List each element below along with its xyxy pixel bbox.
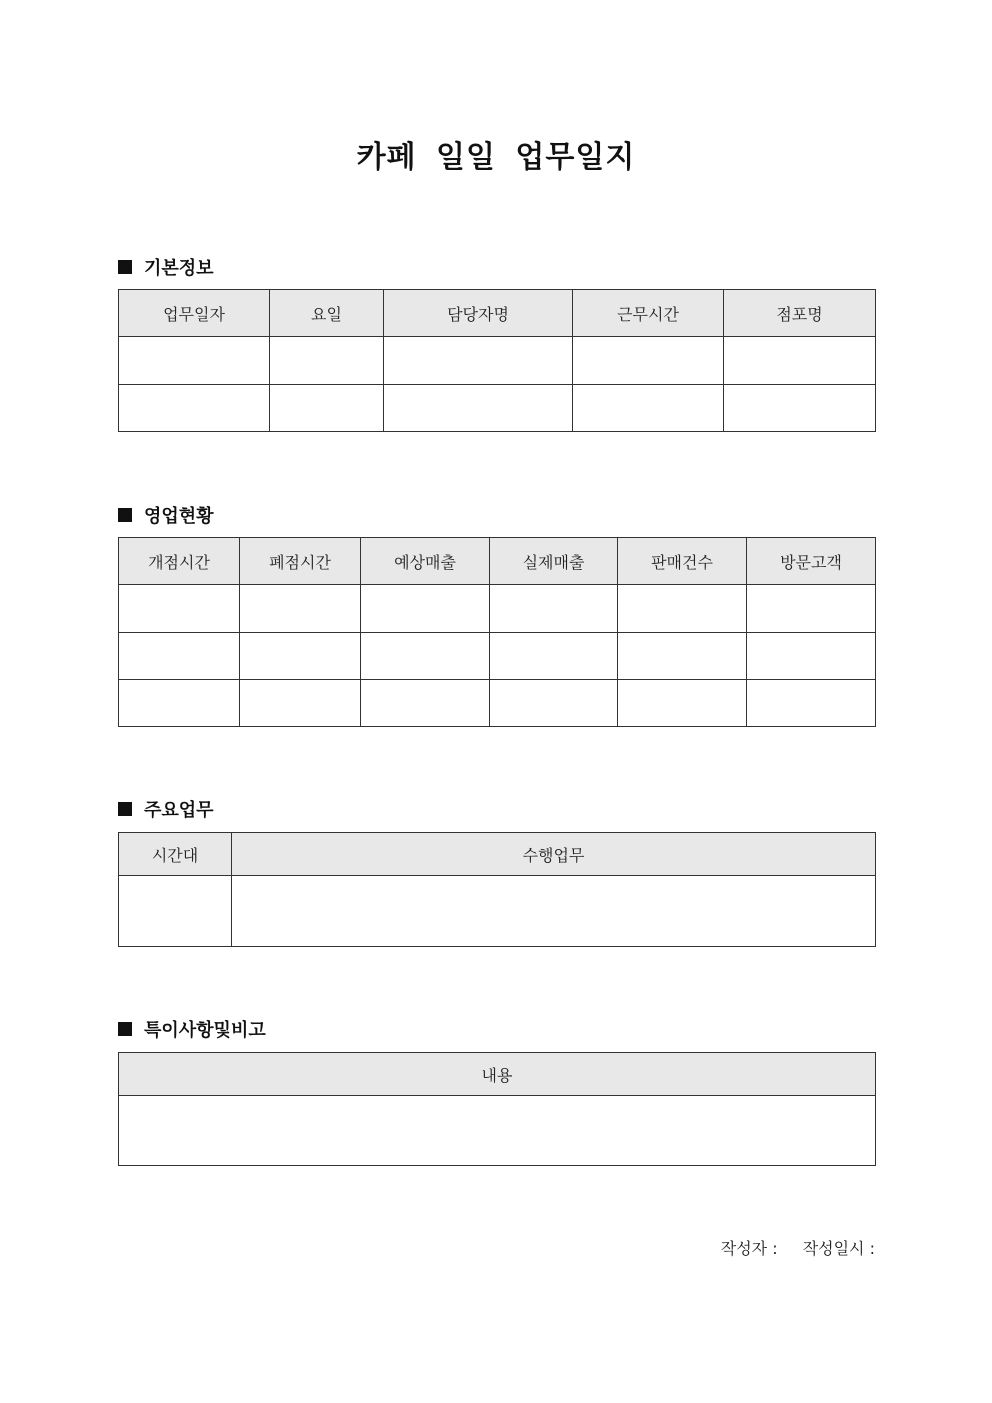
header-open-time: 개점시간 bbox=[119, 538, 240, 585]
table-row bbox=[119, 585, 876, 633]
table-cell[interactable] bbox=[119, 585, 240, 633]
table-cell[interactable] bbox=[119, 680, 240, 727]
section-heading-notes bbox=[118, 1016, 266, 1042]
page-title: 카페 일일 업무일지 bbox=[356, 140, 636, 175]
section-heading-basic-info bbox=[118, 254, 214, 280]
table-cell[interactable] bbox=[361, 585, 490, 633]
header-time-slot: 시간대 bbox=[119, 833, 232, 876]
table-cell[interactable] bbox=[618, 633, 747, 680]
table-cell[interactable] bbox=[724, 385, 876, 432]
sales-table bbox=[118, 537, 876, 727]
table-row bbox=[119, 337, 876, 385]
header-work-hours: 근무시간 bbox=[573, 290, 724, 337]
table-header-row bbox=[119, 1053, 876, 1096]
table-row bbox=[119, 876, 876, 947]
table-cell[interactable] bbox=[119, 337, 270, 385]
section-title: 영업현황 bbox=[144, 506, 214, 527]
header-expected-sales: 예상매출 bbox=[361, 538, 490, 585]
table-cell[interactable] bbox=[270, 337, 384, 385]
main-tasks-table bbox=[118, 832, 876, 947]
table-cell[interactable] bbox=[240, 633, 361, 680]
square-bullet-icon bbox=[118, 508, 132, 522]
table-cell[interactable] bbox=[490, 633, 618, 680]
table-cell[interactable] bbox=[119, 385, 270, 432]
table-cell[interactable] bbox=[119, 876, 232, 947]
table-cell[interactable] bbox=[119, 633, 240, 680]
square-bullet-icon bbox=[118, 260, 132, 274]
header-sales-count: 판매건수 bbox=[618, 538, 747, 585]
header-staff-name: 담당자명 bbox=[384, 290, 573, 337]
header-actual-sales: 실제매출 bbox=[490, 538, 618, 585]
table-cell[interactable] bbox=[240, 585, 361, 633]
table-cell[interactable] bbox=[618, 680, 747, 727]
table-header-row bbox=[119, 538, 876, 585]
table-row bbox=[119, 385, 876, 432]
table-cell[interactable] bbox=[361, 633, 490, 680]
square-bullet-icon bbox=[118, 1022, 132, 1036]
header-store-name: 점포명 bbox=[724, 290, 876, 337]
table-row bbox=[119, 633, 876, 680]
table-cell[interactable] bbox=[490, 585, 618, 633]
table-cell[interactable] bbox=[232, 876, 876, 947]
table-cell[interactable] bbox=[747, 585, 876, 633]
section-title: 기본정보 bbox=[144, 258, 214, 279]
table-cell[interactable] bbox=[240, 680, 361, 727]
notes-table bbox=[118, 1052, 876, 1166]
signature-line bbox=[721, 1236, 875, 1259]
square-bullet-icon bbox=[118, 802, 132, 816]
table-cell[interactable] bbox=[618, 585, 747, 633]
header-work-date: 업무일자 bbox=[119, 290, 270, 337]
table-header-row bbox=[119, 290, 876, 337]
table-cell[interactable] bbox=[724, 337, 876, 385]
author-label: 작성자 : bbox=[720, 1239, 778, 1258]
table-cell[interactable] bbox=[747, 680, 876, 727]
table-cell[interactable] bbox=[573, 385, 724, 432]
header-close-time: 폐점시간 bbox=[240, 538, 361, 585]
header-weekday: 요일 bbox=[270, 290, 384, 337]
header-visitors: 방문고객 bbox=[747, 538, 876, 585]
section-title: 주요업무 bbox=[144, 800, 214, 821]
table-cell[interactable] bbox=[384, 385, 573, 432]
basic-info-table bbox=[118, 289, 876, 432]
section-title: 특이사항및비고 bbox=[144, 1020, 266, 1041]
date-label: 작성일시 : bbox=[802, 1239, 875, 1258]
table-cell[interactable] bbox=[361, 680, 490, 727]
section-heading-sales bbox=[118, 502, 214, 528]
table-cell[interactable] bbox=[384, 337, 573, 385]
table-cell[interactable] bbox=[490, 680, 618, 727]
table-cell[interactable] bbox=[270, 385, 384, 432]
table-row bbox=[119, 680, 876, 727]
header-tasks-performed: 수행업무 bbox=[232, 833, 876, 876]
table-cell[interactable] bbox=[573, 337, 724, 385]
table-header-row bbox=[119, 833, 876, 876]
header-content: 내용 bbox=[119, 1053, 876, 1096]
section-heading-main-tasks bbox=[118, 796, 214, 822]
table-cell[interactable] bbox=[747, 633, 876, 680]
table-cell[interactable] bbox=[119, 1096, 876, 1166]
table-row bbox=[119, 1096, 876, 1166]
